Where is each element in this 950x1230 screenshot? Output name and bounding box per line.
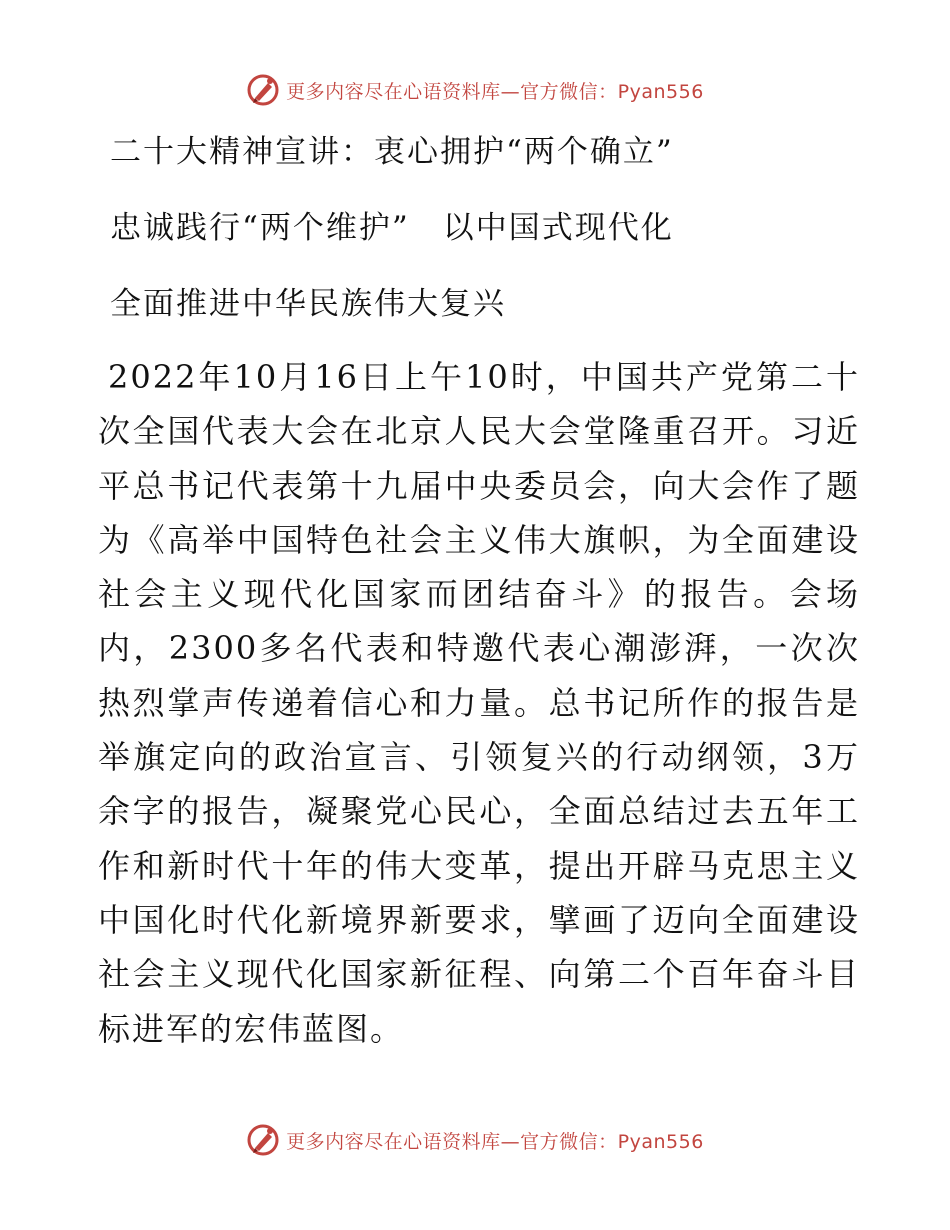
watermark-text: 更多内容尽在心语资料库—官方微信：Pyan556 <box>286 80 704 103</box>
title-line-3: 全面推进中华民族伟大复兴 <box>110 286 506 322</box>
title-line-1: 二十大精神宣讲：衷心拥护“两个确立” <box>110 134 674 170</box>
pen-logo-icon <box>246 73 280 107</box>
watermark-header <box>0 70 950 110</box>
watermark-footer <box>0 1120 950 1160</box>
body-paragraph: 2022年10月16日上午10时，中国共产党第二十次全国代表大会在北京人民大会堂隆重召开。习近平总书记代表第十九届中央委员会，向大会作了题为《高举中国特色社会主义伟大旗帜，为全面建设社会主义现代化国家而团结奋斗》的报告。会场内，2300多名代表和特邀代表心潮澎湃，一次次热烈掌声传递着信心和力量。总书记所作的报告是举旗定向的政治宣言、引领复兴的行动纲领，3万余字的报告，凝聚党心民心，全面总结过去五年工作和新时代十年的伟大变革，提出开辟马克思主义中国化时代化新境界新要求，擘画了迈向全面建设社会主义现代化国家新征程、向第二个百年奋斗目标进军的宏伟蓝图。 <box>98 358 860 1048</box>
title-line-2: 忠诚践行“两个维护” 以中国式现代化 <box>110 210 674 246</box>
watermark-text: 更多内容尽在心语资料库—官方微信：Pyan556 <box>286 1130 704 1153</box>
pen-logo-icon <box>246 1123 280 1157</box>
